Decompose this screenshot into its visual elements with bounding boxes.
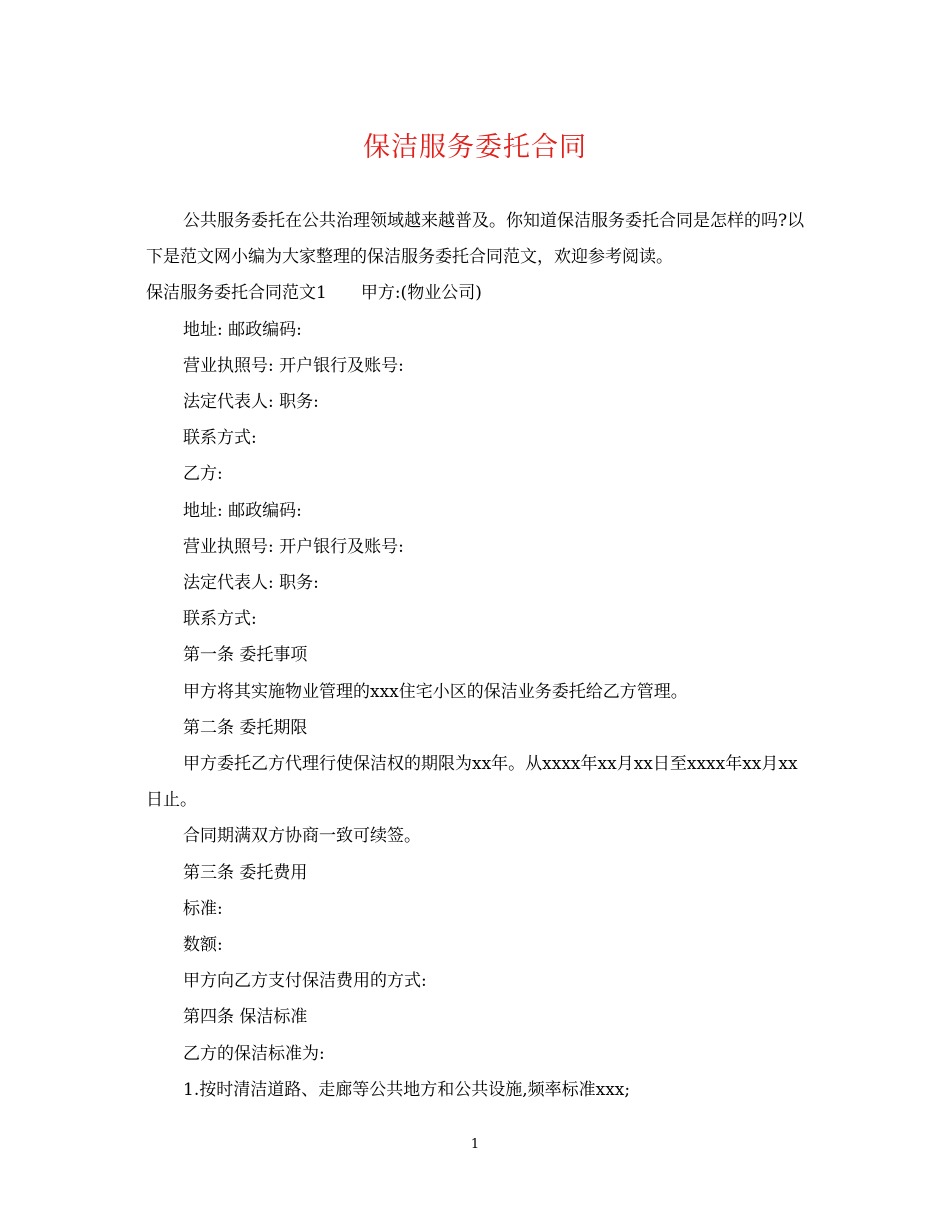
article-4-heading: 第四条 保洁标准	[183, 1007, 308, 1028]
article-1-text: 甲方将其实施物业管理的xxx住宅小区的保洁业务委托给乙方管理。	[183, 681, 688, 702]
cleaning-standard-intro: 乙方的保洁标准为:	[183, 1043, 325, 1064]
article-1-heading: 第一条 委托事项	[183, 645, 308, 666]
party-a-contact-line: 联系方式:	[183, 428, 257, 449]
party-b-address-line: 地址: 邮政编码:	[183, 500, 302, 521]
party-b-license-line: 营业执照号: 开户银行及账号:	[183, 536, 404, 557]
document-body	[146, 203, 806, 1108]
sample-heading: 保洁服务委托合同范文1	[146, 283, 327, 304]
fee-amount-line: 数额:	[183, 935, 223, 956]
article-2-heading: 第二条 委托期限	[183, 717, 308, 738]
page-number: 1	[470, 1137, 480, 1152]
sample-heading-line	[146, 275, 806, 311]
party-a-license-line: 营业执照号: 开户银行及账号:	[183, 355, 404, 376]
payment-method-line: 甲方向乙方支付保洁费用的方式:	[183, 971, 427, 992]
party-a-representative-line: 法定代表人: 职务:	[183, 392, 319, 413]
fee-standard-line: 标准:	[183, 898, 223, 919]
cleaning-standard-item-1: 1.按时清洁道路、走廊等公共地方和公共设施,频率标准xxx;	[183, 1079, 631, 1100]
renewal-line: 合同期满双方协商一致可续签。	[183, 826, 421, 847]
article-3-heading: 第三条 委托费用	[183, 862, 308, 883]
party-b-contact-line: 联系方式:	[183, 609, 257, 630]
party-a-address-line: 地址: 邮政编码:	[183, 319, 302, 340]
article-2-term-paragraph: 甲方委托乙方代理行使保洁权的期限为xx年。从xxxx年xx月xx日至xxxx年xx月xx日止。	[146, 754, 798, 811]
intro-paragraph: 公共服务委托在公共治理领域越来越普及。你知道保洁服务委托合同是怎样的吗?以下是范文网小编为大家整理的保洁服务委托合同范文，欢迎参考阅读。	[146, 211, 805, 268]
party-b-representative-line: 法定代表人: 职务:	[183, 573, 319, 594]
party-a-label: 甲方:(物业公司)	[360, 283, 482, 304]
document-title: 保洁服务委托合同	[363, 132, 587, 163]
party-b-label: 乙方:	[183, 464, 223, 485]
